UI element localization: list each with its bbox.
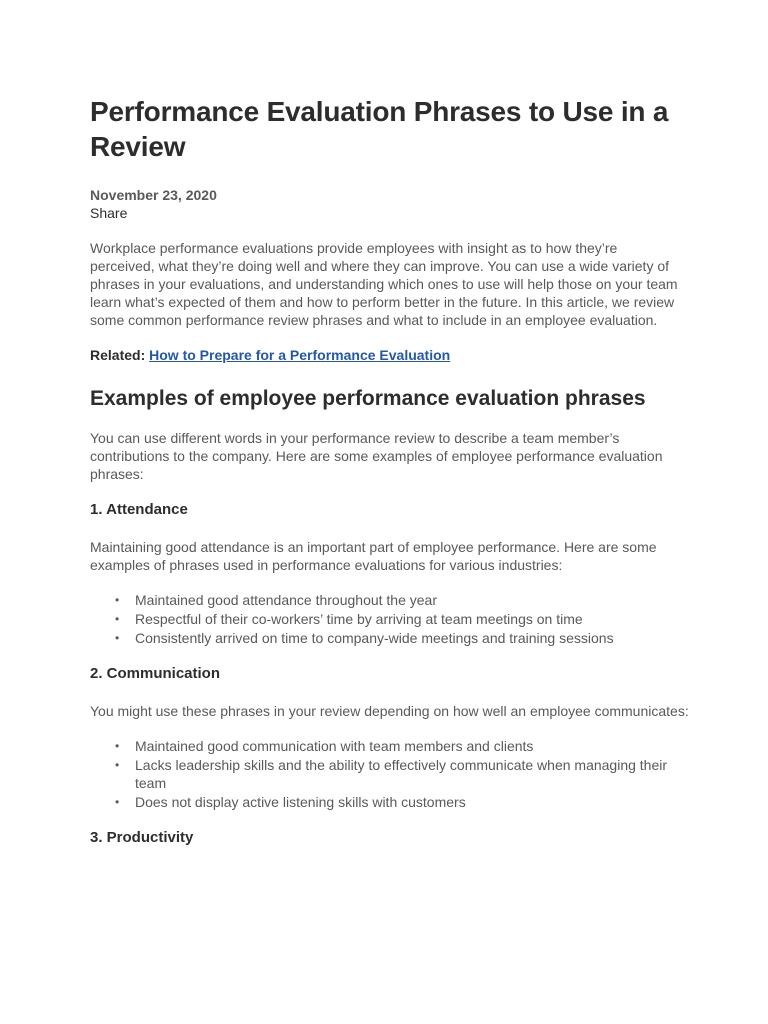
publish-date: November 23, 2020 bbox=[90, 187, 217, 203]
page-title: Performance Evaluation Phrases to Use in a Review bbox=[90, 96, 669, 162]
related-line bbox=[90, 346, 690, 364]
bullet-icon: • bbox=[115, 795, 120, 809]
section-intro-attendance: Maintaining good attendance is an important part of employee performance. Here are some examples of phrases used in performance evaluations for various industries: bbox=[90, 539, 657, 573]
section-intro-communication: You might use these phrases in your review depending on how well an employee communicates: bbox=[90, 703, 689, 719]
article bbox=[90, 94, 690, 847]
list-item: • Consistently arrived on time to company-wide meetings and training sessions bbox=[115, 630, 614, 646]
section-heading-productivity: 3. Productivity bbox=[90, 829, 194, 846]
examples-heading: Examples of employee performance evaluation phrases bbox=[90, 387, 646, 410]
examples-intro: You can use different words in your performance review to describe a team member’s contributions to the company. Here are some examples of employee performance evaluation phrases: bbox=[90, 430, 663, 482]
intro-paragraph: Workplace performance evaluations provide employees with insight as to how they’re perceived, what they’re doing well and where they can improve. You can use a wide variety of phrases in your evaluations, and understanding which ones to use will help those on your team learn what’s expected of them and how to perform better in the future. In this article, we review some common performance review phrases and what to include in an employee evaluation. bbox=[90, 240, 678, 328]
list-item: • Does not display active listening skills with customers bbox=[115, 794, 466, 810]
section-heading-communication: 2. Communication bbox=[90, 665, 221, 682]
bullet-icon: • bbox=[115, 631, 120, 645]
related-label: Related: bbox=[90, 347, 146, 363]
bullet-icon: • bbox=[115, 739, 120, 753]
list-item: • Maintained good communication with team members and clients bbox=[115, 738, 534, 754]
list-item: • Lacks leadership skills and the ability to effectively communicate when managing their team bbox=[115, 757, 668, 791]
attendance-list bbox=[90, 591, 690, 647]
article-meta bbox=[90, 186, 690, 222]
share-button[interactable]: Share bbox=[90, 205, 128, 221]
related-article-link[interactable]: How to Prepare for a Performance Evaluation bbox=[149, 347, 451, 363]
list-item: • Maintained good attendance throughout the year bbox=[115, 592, 438, 608]
communication-list bbox=[90, 737, 690, 811]
list-item: • Respectful of their co-workers’ time by arriving at team meetings on time bbox=[115, 611, 583, 627]
section-heading-attendance: 1. Attendance bbox=[90, 501, 188, 518]
bullet-icon: • bbox=[115, 593, 120, 607]
bullet-icon: • bbox=[115, 758, 120, 772]
bullet-icon: • bbox=[115, 612, 120, 626]
